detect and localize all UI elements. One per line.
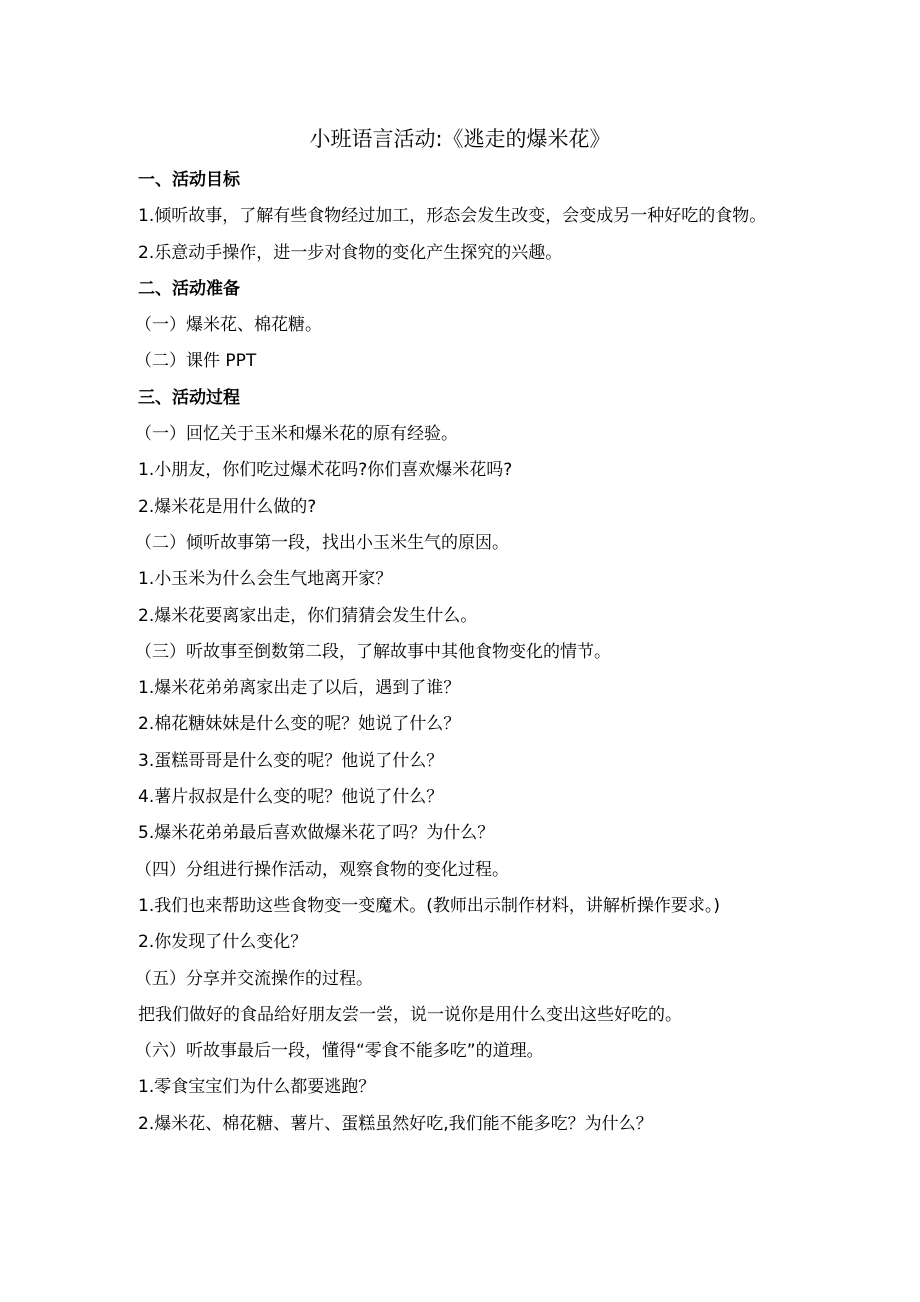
paragraph-line: （四）分组进行操作活动，观察食物的变化过程。 [135, 859, 509, 880]
paragraph-line: 2.乐意动手操作，进一步对食物的变化产生探究的兴趣。 [138, 242, 563, 263]
paragraph-line: （二）课件 PPT [135, 351, 257, 372]
document-title: 小班语言活动:《逃走的爆米花》 [309, 127, 611, 151]
paragraph-line: 3.蛋糕哥哥是什么变的呢？他说了什么？ [138, 750, 444, 771]
paragraph-line: 4.薯片叔叔是什么变的呢？他说了什么？ [138, 787, 444, 808]
section-heading: 二、活动准备 [138, 278, 240, 299]
paragraph-line: 2.棉花糖妹妹是什么变的呢？她说了什么？ [138, 714, 461, 735]
paragraph-line: 1.小玉米为什么会生气地离开家？ [138, 569, 393, 590]
paragraph-line: 1.小朋友，你们吃过爆术花吗?你们喜欢爆米花吗? [138, 460, 513, 481]
document-body [135, 162, 788, 1142]
paragraph-line: （二）倾听故事第一段，找出小玉米生气的原因。 [135, 532, 509, 553]
paragraph-line: 1.零食宝宝们为什么都要逃跑？ [138, 1077, 376, 1098]
paragraph-line: 1.爆米花弟弟离家出走了以后，遇到了谁？ [138, 678, 461, 699]
paragraph-line: （六）听故事最后一段，懂得“零食不能多吃”的道理。 [135, 1041, 544, 1062]
paragraph-line: 2.你发现了什么变化？ [138, 932, 308, 953]
paragraph-line: （一）回忆关于玉米和爆米花的原有经验。 [135, 424, 458, 445]
paragraph-line: （一）爆米花、棉花糖。 [135, 315, 322, 336]
paragraph-line: （三）听故事至倒数第二段，了解故事中其他食物变化的情节。 [135, 641, 611, 662]
paragraph-line: 1.倾听故事，了解有些食物经过加工，形态会发生改变，会变成另一种好吃的食物。 [138, 206, 767, 227]
paragraph-line: 2.爆米花要离家出走，你们猜猜会发生什么。 [138, 605, 478, 626]
paragraph-line: 2.爆米花、棉花糖、薯片、蛋糕虽然好吃,我们能不能多吃？为什么？ [138, 1113, 653, 1134]
section-heading: 一、活动目标 [138, 170, 240, 190]
paragraph-line: 1.我们也来帮助这些食物变一变魔术。(教师出示制作材料，讲解析操作要求。) [138, 895, 720, 916]
section-heading: 三、活动过程 [138, 387, 240, 408]
paragraph-line: 2.爆米花是用什么做的? [138, 496, 317, 517]
paragraph-line: 5.爆米花弟弟最后喜欢做爆米花了吗？为什么？ [138, 823, 495, 844]
paragraph-line: 把我们做好的食品给好朋友尝一尝，说一说你是用什么变出这些好吃的。 [138, 1004, 682, 1025]
paragraph-line: （五）分享并交流操作的过程。 [135, 968, 373, 989]
